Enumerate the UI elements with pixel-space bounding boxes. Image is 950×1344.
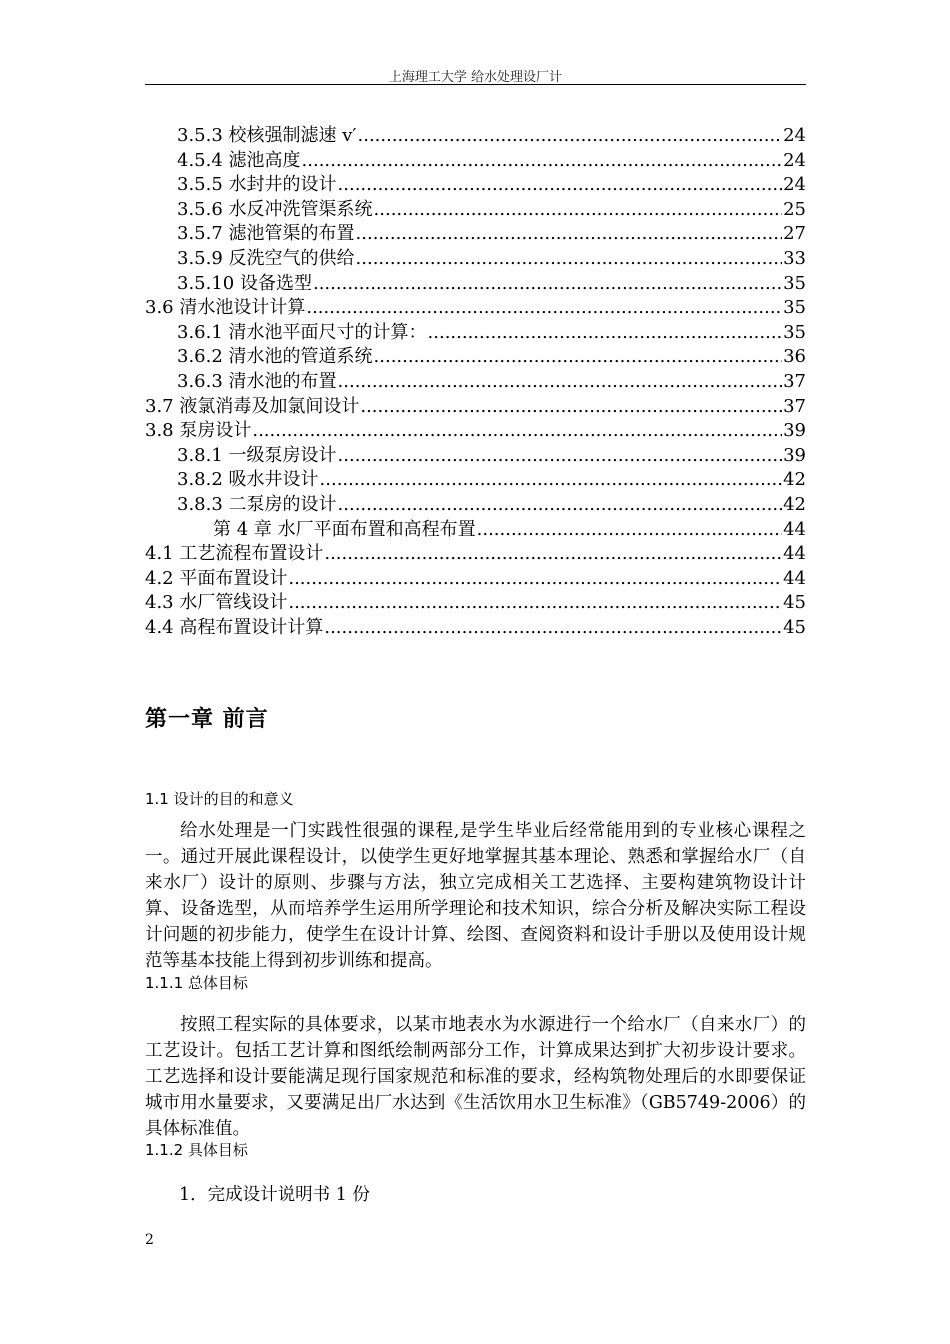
- toc-leader-dots: [477, 518, 782, 543]
- toc-entry-page: 35: [783, 321, 806, 343]
- toc-leader-dots: [338, 444, 783, 469]
- toc-entry-label: 3.6 清水池设计计算: [145, 297, 306, 319]
- toc-entry-label: 3.5.9 反洗空气的供给: [177, 247, 355, 269]
- toc-entry-label: 3.5.3 校核强制滤速 v′: [177, 125, 357, 146]
- toc-leader-dots: [313, 272, 782, 297]
- toc-leader-dots: [338, 370, 783, 395]
- toc-entry[interactable]: [145, 518, 806, 543]
- header-rule: [145, 84, 806, 85]
- section-1-1-1-paragraph: 按照工程实际的具体要求，以某市地表水为水源进行一个给水厂（自来水厂）的工艺设计。包括工艺计算和图纸绘制两部分工作，计算成果达到扩大初步设计要求。工艺选择和设计要能满足现行国家规范和标准的要求，经构筑物处理后的水即要保证城市用水量要求，又要满足出厂水达到《生活饮用水卫生标准》（GB5749-2006）的具体标准值。: [145, 1015, 806, 1139]
- toc-entry[interactable]: [145, 124, 806, 149]
- toc-entry[interactable]: [145, 370, 806, 395]
- toc-entry-label: 第 4 章 水厂平面布置和高程布置: [213, 518, 476, 540]
- toc-entry-label: 3.5.5 水封井的设计: [177, 174, 337, 196]
- toc-entry[interactable]: [145, 616, 806, 641]
- toc-entry-page: 44: [783, 567, 806, 589]
- toc-leader-dots: [356, 222, 783, 247]
- section-1-1-paragraph: 给水处理是一门实践性很强的课程,是学生毕业后经常能用到的专业核心课程之一。通过开展此课程设计，以使学生更好地掌握其基本理论、熟悉和掌握给水厂（自来水厂）设计的原则、步骤与方法，独立完成相关工艺选择、主要构建筑物设计计算、设备选型，从而培养学生运用所学理论和技术知识，综合分析及解决实际工程设计问题的初步能力，使学生在设计计算、绘图、查阅资料和设计手册以及使用设计规范等基本技能上得到初步训练和提高。: [145, 821, 806, 971]
- toc-leader-dots: [374, 345, 783, 370]
- toc-entry-page: 27: [783, 223, 806, 245]
- table-of-contents: [145, 124, 806, 640]
- toc-entry[interactable]: [145, 247, 806, 272]
- toc-entry[interactable]: [145, 591, 806, 616]
- toc-leader-dots: [320, 468, 783, 493]
- toc-entry[interactable]: [145, 345, 806, 370]
- toc-entry[interactable]: [145, 493, 806, 518]
- toc-entry-page: 37: [783, 370, 806, 392]
- toc-entry-page: 24: [783, 125, 806, 146]
- section-heading-1-1: 1.1 设计的目的和意义: [145, 790, 294, 808]
- toc-entry-label: 3.8.2 吸水井设计: [177, 469, 319, 491]
- toc-entry[interactable]: [145, 173, 806, 198]
- toc-entry-page: 45: [783, 616, 806, 638]
- toc-entry-label: 3.8.3 二泵房的设计: [177, 493, 337, 515]
- toc-entry-page: 42: [783, 493, 806, 515]
- toc-entry[interactable]: [145, 542, 806, 567]
- toc-entry[interactable]: [145, 444, 806, 469]
- toc-entry-page: 42: [783, 469, 806, 491]
- toc-leader-dots: [358, 124, 783, 149]
- toc-entry-label: 4.1 工艺流程布置设计: [145, 543, 324, 565]
- toc-leader-dots: [288, 591, 782, 616]
- toc-entry-page: 35: [783, 297, 806, 319]
- toc-leader-dots: [324, 542, 782, 567]
- toc-entry-label: 4.4 高程布置设计计算: [145, 616, 324, 638]
- toc-leader-dots: [338, 173, 783, 198]
- toc-entry[interactable]: [145, 395, 806, 420]
- toc-entry-label: 4.3 水厂管线设计: [145, 592, 288, 614]
- toc-entry-label: 3.5.6 水反冲洗管渠系统: [177, 198, 373, 220]
- toc-entry-page: 24: [783, 174, 806, 196]
- toc-entry-page: 24: [783, 149, 806, 171]
- toc-leader-dots: [306, 296, 782, 321]
- toc-entry-page: 39: [783, 420, 806, 442]
- toc-leader-dots: [324, 616, 782, 641]
- toc-entry-label: 3.6.3 清水池的布置: [177, 370, 337, 392]
- toc-entry[interactable]: [145, 567, 806, 592]
- toc-entry-page: 45: [783, 592, 806, 614]
- toc-entry-page: 44: [783, 543, 806, 565]
- toc-entry[interactable]: [145, 321, 806, 346]
- toc-leader-dots: [428, 321, 783, 346]
- page-header: 上海理工大学 给水处理设厂计: [388, 70, 563, 85]
- toc-entry-page: 33: [783, 247, 806, 269]
- toc-entry-page: 25: [783, 198, 806, 220]
- chapter-title: 第一章 前言: [145, 707, 269, 732]
- toc-entry-label: 3.8 泵房设计: [145, 420, 252, 442]
- toc-entry-label: 3.5.7 滤池管渠的布置: [177, 223, 355, 245]
- toc-leader-dots: [338, 493, 783, 518]
- toc-entry-page: 37: [783, 395, 806, 417]
- toc-entry[interactable]: [145, 149, 806, 174]
- toc-entry-label: 3.6.1 清水池平面尺寸的计算：: [177, 321, 427, 343]
- toc-entry-label: 3.8.1 一级泵房设计: [177, 444, 337, 466]
- toc-entry-page: 35: [783, 272, 806, 294]
- toc-leader-dots: [252, 419, 782, 444]
- toc-entry-page: 36: [783, 346, 806, 368]
- toc-entry-label: 3.7 液氯消毒及加氯间设计: [145, 395, 360, 417]
- toc-entry-label: 4.2 平面布置设计: [145, 567, 288, 589]
- toc-leader-dots: [302, 149, 783, 174]
- toc-leader-dots: [374, 198, 783, 223]
- toc-leader-dots: [360, 395, 782, 420]
- toc-entry[interactable]: [145, 198, 806, 223]
- toc-entry[interactable]: [145, 419, 806, 444]
- toc-entry[interactable]: [145, 468, 806, 493]
- toc-entry[interactable]: [145, 296, 806, 321]
- toc-entry-label: 4.5.4 滤池高度: [177, 149, 301, 171]
- page-number: 2: [145, 1232, 154, 1248]
- toc-entry-label: 3.6.2 清水池的管道系统: [177, 346, 373, 368]
- section-heading-1-1-1: 1.1.1 总体目标: [145, 974, 248, 992]
- toc-entry[interactable]: [145, 222, 806, 247]
- toc-leader-dots: [356, 247, 783, 272]
- toc-entry-page: 44: [783, 518, 806, 540]
- toc-entry[interactable]: [145, 272, 806, 297]
- toc-entry-page: 39: [783, 444, 806, 466]
- toc-leader-dots: [288, 567, 782, 592]
- list-item: 1．完成设计说明书 1 份: [179, 1185, 370, 1205]
- section-heading-1-1-2: 1.1.2 具体目标: [145, 1141, 248, 1159]
- toc-entry-label: 3.5.10 设备选型: [177, 272, 312, 294]
